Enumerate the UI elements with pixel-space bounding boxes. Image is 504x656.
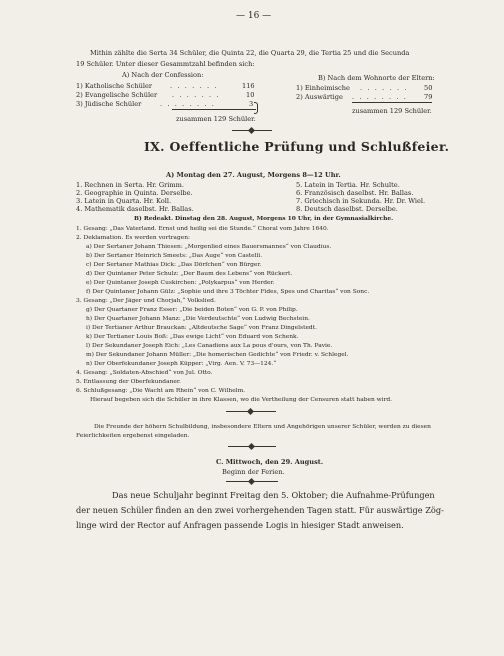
program-line: a) Der Sertaner Johann Thiesen: „Morgenlied eines Bauersmannes“ von Claudius. bbox=[86, 244, 332, 250]
closing-line-2: der neuen Schüler finden an den zwei vorhergehenden Tagen statt. Für auswärtige Zög- bbox=[76, 505, 444, 515]
program-line: h) Der Quartaner Johann Manz: „Die Verdeutschte“ von Ludwig Bechstein. bbox=[86, 316, 310, 322]
closing-line-3: linge wird der Rector auf Anfragen passende Logis in hiesiger Stadt anweisen. bbox=[76, 520, 404, 530]
leader-dots: . . . . . . . bbox=[172, 91, 221, 99]
exam-item-left: 4. Mathematik daselbst. Hr. Ballas. bbox=[76, 205, 194, 213]
exam-item-left: 2. Geographie in Quinta. Derselbe. bbox=[76, 189, 193, 197]
intro-line-2: 19 Schüler. Unter dieser Gesammtzahl befinden sich: bbox=[76, 60, 255, 68]
sum-rule bbox=[352, 102, 432, 103]
exam-item-right: 8. Deutsch daselbst. Derselbe. bbox=[296, 205, 398, 213]
invitation-line-1: Die Freunde der höhern Schulbildung, insbesondere Eltern und Angehörigen unserer Schüler, werden zu diesen bbox=[94, 424, 431, 430]
program-line: c) Der Sertaner Mathias Dick: „Das Dörfchen“ von Bürger. bbox=[86, 262, 262, 268]
program-line: n) Der Oberfekundaner Joseph Küpper: „Virg. Aen. V. 73—124.“ bbox=[86, 361, 277, 367]
program-line: 1. Gesang: „Das Vaterland. Ernst und heilig sei die Stunde.“ Choral vom Jahre 1640. bbox=[76, 226, 329, 232]
page-number: — 16 — bbox=[236, 11, 272, 21]
program-line: l) Der Sekundaner Joseph Eich: „Les Canadiens aux La pous d'ours, von Th. Pavie. bbox=[86, 343, 333, 349]
program-line: 5. Entlassung der Oberfekundaner. bbox=[76, 379, 181, 385]
residence-value: 50 bbox=[424, 84, 433, 92]
residence-header: B) Nach dem Wohnorte der Eltern: bbox=[318, 74, 435, 82]
residence-value: 79 bbox=[424, 93, 433, 101]
program-line: 4. Gesang: „Soldaten-Abschied“ von Jul. Otto. bbox=[76, 370, 213, 376]
program-line: b) Der Sertaner Heinrich Smeets: „Das Auge“ von Castelli. bbox=[86, 253, 263, 259]
program-line: 6. Schlußgesang: „Die Wacht am Rhein“ von C. Wilhelm. bbox=[76, 388, 246, 394]
sum-brace bbox=[254, 102, 258, 114]
residence-row: 2) Auswärtige bbox=[296, 93, 343, 101]
program-line: m) Der Sekundaner Johann Müller: „Die homerischen Gedichte“ von Friedr. v. Schlegel. bbox=[86, 352, 349, 358]
leader-dots: . . . . . . . . bbox=[160, 100, 216, 108]
part-c-header: C. Mittwoch, den 29. August. bbox=[216, 458, 324, 466]
closing-line-1: Das neue Schuljahr beginnt Freitag den 5. Oktober; die Aufnahme-Prüfungen bbox=[112, 490, 435, 500]
program-line: 3. Gesang: „Der Jäger und Chorjah,“ Volkslied. bbox=[76, 298, 216, 304]
residence-total: zusammen 129 Schüler. bbox=[352, 107, 432, 115]
confession-row: 1) Katholische Schüler bbox=[76, 82, 152, 90]
program-line: k) Der Tertianer Louis Boß: „Das ewige Licht“ von Eduard von Schenk. bbox=[86, 334, 299, 340]
exam-item-right: 5. Latein in Tertia. Hr. Schulte. bbox=[296, 181, 400, 189]
leader-dots: . . . . . . . . bbox=[352, 93, 408, 101]
confession-header: A) Nach der Confession: bbox=[122, 71, 204, 79]
program-line: e) Der Quintaner Joseph Cuskirchen: „Polykarpus“ von Herder. bbox=[86, 280, 275, 286]
program-line: Hierauf begeben sich die Schüler in ihre Klassen, wo die Vertheilung der Censuren statt haben wird. bbox=[90, 397, 393, 403]
confession-value: 10 bbox=[246, 91, 255, 99]
intro-line-1: Mithin zählte die Serta 34 Schüler, die Quinta 22, die Quarta 29, die Tertia 25 und die Secunda bbox=[90, 49, 410, 57]
sum-rule bbox=[172, 109, 256, 110]
exam-item-right: 7. Griechisch in Sekunda. Hr. Dr. Wiel. bbox=[296, 197, 426, 205]
program-line: g) Der Quartaner Franz Esser: „Die beiden Boten“ von G. P. von Philip. bbox=[86, 307, 298, 313]
section-ornament bbox=[226, 481, 278, 482]
program-line: d) Der Quintaner Peter Schulz: „Der Baum des Lebens“ von Rückert. bbox=[86, 271, 293, 277]
leader-dots: . . . . . . . bbox=[360, 84, 409, 92]
confession-row: 3) Jüdische Schüler bbox=[76, 100, 142, 108]
confession-value: 116 bbox=[242, 82, 255, 90]
section-heading: IX. Oeffentliche Prüfung und Schlußfeier. bbox=[144, 139, 450, 154]
confession-row: 2) Evangelische Schüler bbox=[76, 91, 158, 99]
part-b-header: B) Redeakt. Dinstag den 28. August, Morgens 10 Uhr, in der Gymnasialkirche. bbox=[134, 215, 394, 222]
program-line: 2. Deklamation. Es werden vortragen: bbox=[76, 235, 190, 241]
leader-dots: . . . . . . . bbox=[170, 82, 219, 90]
program-line: i) Der Tertianer Arthur Brauckan: „Altdeutsche Sage“ von Franz Dingelstedt. bbox=[86, 325, 317, 331]
part-a-header: A) Montag den 27. August, Morgens 8—12 Uhr. bbox=[166, 171, 341, 179]
exam-item-left: 1. Rechnen in Serta. Hr. Grimm. bbox=[76, 181, 184, 189]
residence-row: 1) Einheimische bbox=[296, 84, 350, 92]
section-ornament bbox=[232, 130, 272, 131]
part-c-subheading: Beginn der Ferien. bbox=[222, 468, 285, 476]
confession-value: 3 bbox=[249, 100, 254, 108]
exam-item-left: 3. Latein in Quarta. Hr. Koll. bbox=[76, 197, 172, 205]
section-ornament bbox=[226, 411, 276, 412]
program-line: f) Der Quintaner Johann Gülz: „Sophie und ihre 3 Töchter Fides, Spes und Charitas“ von Sonc. bbox=[86, 289, 370, 295]
invitation-line-2: Feierlichkeiten ergebenst eingeladen. bbox=[76, 433, 190, 439]
confession-total: zusammen 129 Schüler. bbox=[176, 115, 256, 123]
exam-item-right: 6. Französisch daselbst. Hr. Ballas. bbox=[296, 189, 414, 197]
section-ornament bbox=[228, 446, 276, 447]
